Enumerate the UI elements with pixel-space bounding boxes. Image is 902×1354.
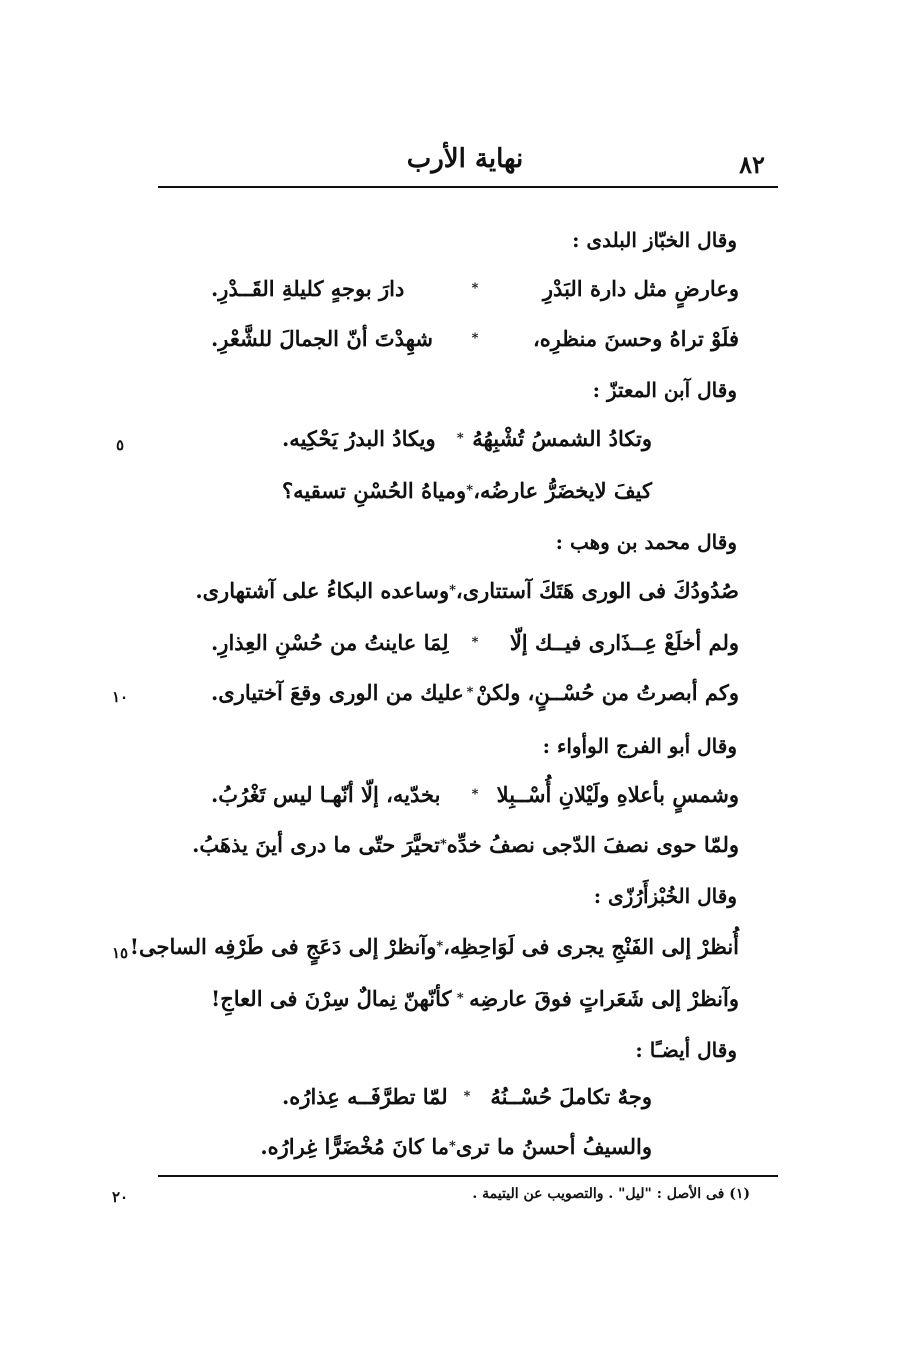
- section-heading: وقال الخُبْزأَرُزّى :: [593, 884, 737, 908]
- verse-first-hemistich: ولمّا حوى نصفَ الدّجى نصفُ خدِّه: [446, 832, 739, 857]
- verse-line: [129, 934, 739, 959]
- verse-separator-star: *: [463, 1089, 471, 1104]
- verse-second-hemistich: عليك من الورى وقعَ آختيارى.: [211, 680, 464, 705]
- verse-line: [192, 832, 739, 857]
- verse-line: [211, 276, 739, 301]
- margin-line-number: ٥: [115, 436, 125, 454]
- section-heading: وقال آبن المعتزّ :: [592, 378, 737, 402]
- verse-separator-star: *: [436, 939, 444, 954]
- verse-line: [211, 326, 739, 351]
- verse-separator-star: *: [471, 331, 479, 346]
- verse-second-hemistich: دارَ بوجهٍ كليلةِ القَــدْرِ.: [211, 276, 405, 301]
- verse-first-hemistich: وجهٌ تكاملَ حُسْــنُهُ: [490, 1084, 652, 1109]
- verse-separator-star: *: [471, 281, 479, 296]
- verse-separator-star: *: [449, 583, 456, 598]
- verse-separator-star: *: [456, 991, 464, 1006]
- verse-separator-star: *: [456, 431, 464, 446]
- verse-first-hemistich: وكم أبصرتُ من حُسْــنٍ، ولكنْ: [476, 680, 739, 705]
- footnote: (١) فى الأصل : "ليل" . والتصويب عن اليتيمة .: [472, 1186, 750, 1202]
- verse-first-hemistich: وتكادُ الشمسُ تُشْبِهُهُ: [472, 426, 652, 451]
- verse-first-hemistich: وآنظرْ إلى شَعَراتٍ فوقَ عارضِه: [469, 986, 739, 1011]
- verse-separator-star: *: [439, 837, 447, 852]
- section-heading: وقال الخبّاز البلدى :: [572, 228, 737, 252]
- verse-first-hemistich: فلَوْ تراهُ وحسنَ منظرِه،: [532, 326, 739, 351]
- margin-line-number: ٢٠: [111, 1188, 129, 1206]
- verse-second-hemistich: بخدّيه، إلّا أنّهـا ليس تَغْرُبُ.: [211, 782, 441, 807]
- verse-first-hemistich: كيفَ لايخضَرُّ عارضُه،: [473, 478, 652, 503]
- verse-line: [195, 578, 739, 603]
- footnote-rule: [158, 1175, 778, 1177]
- verse-second-hemistich: شهِدْتَ أنّ الجمالَ للشَّعْرِ.: [211, 326, 433, 351]
- verse-second-hemistich: وساعده البكاءُ على آشتهارى.: [195, 578, 450, 603]
- verse-first-hemistich: وعارضٍ مثل دارة البَدْرِ: [542, 276, 739, 301]
- verse-line: [211, 782, 739, 807]
- verse-first-hemistich: صُدُودُكَ فى الورى هَتَكَ آستتارى،: [455, 578, 739, 603]
- margin-line-number: ١٠: [111, 688, 129, 706]
- section-heading: وقال محمد بن وهب :: [555, 530, 737, 554]
- verse-first-hemistich: والسيفُ أحسنُ ما ترى: [455, 1134, 652, 1159]
- verse-separator-star: *: [449, 1139, 456, 1154]
- verse-first-hemistich: وشمسٍ بأعلاهِ ولَيْلانِ أُسْــبِلا: [496, 782, 739, 807]
- verse-second-hemistich: لمّا تطرَّفَــه عِذارُه.: [282, 1084, 448, 1109]
- verse-separator-star: *: [466, 483, 474, 498]
- verse-second-hemistich: ما كانَ مُخْضَرًّا غِرارُه.: [260, 1134, 450, 1159]
- verse-line: [282, 1084, 652, 1109]
- verse-line: [260, 1134, 652, 1159]
- verse-line: [211, 986, 739, 1011]
- verse-second-hemistich: وآنظرْ إلى دَعَجٍ فى طَرْفِه الساجى!: [129, 934, 437, 959]
- verse-line: [282, 478, 652, 503]
- verse-line: [211, 680, 739, 705]
- verse-second-hemistich: تحيَّرَ حتّى ما درى أينَ يذهَبُ.: [192, 832, 440, 857]
- verse-line: [211, 630, 739, 655]
- verse-first-hemistich: أُنظرْ إلى الفَنْجِ يجرى فى لَوَاحِظِه،: [443, 934, 739, 959]
- verse-second-hemistich: ويكادُ البدرُ يَحْكِيه.: [282, 426, 436, 451]
- verse-separator-star: *: [471, 635, 479, 650]
- section-heading: وقال أبو الفرج الوأواء :: [542, 734, 737, 758]
- section-heading: وقال أيضـًا :: [635, 1038, 737, 1062]
- verse-second-hemistich: كأنّهنّ نِمالٌ سِرْنَ فى العاجِ!: [211, 986, 452, 1011]
- verse-line: [282, 426, 652, 451]
- header-rule: [158, 186, 778, 188]
- verse-separator-star: *: [471, 787, 479, 802]
- verse-separator-star: *: [466, 685, 474, 700]
- margin-line-number: ١٥: [111, 944, 129, 962]
- verse-first-hemistich: ولم أخلَعْ عِــذَارى فيــك إلّا: [509, 630, 739, 655]
- verse-second-hemistich: لِمَا عاينتُ من حُسْنِ العِذارِ.: [211, 630, 449, 655]
- running-title: نهاية الأرب: [406, 144, 524, 174]
- page-number: ٨٢: [739, 150, 765, 179]
- verse-second-hemistich: ومياهُ الحُسْنِ تسقيه؟: [282, 478, 467, 503]
